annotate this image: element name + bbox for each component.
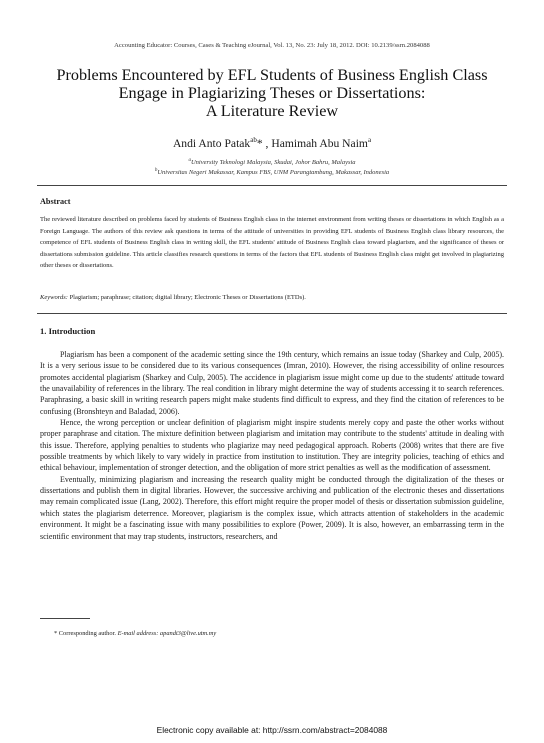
footnote-email: E-mail address: apandi3@live.utm.my: [117, 630, 217, 637]
divider-bottom: [37, 313, 507, 314]
footnote: [54, 630, 216, 637]
authors: [0, 136, 544, 150]
affiliation-a-text: University Teknologi Malaysia, Skudai, Johor Bahru, Malaysia: [190, 159, 356, 167]
journal-header: Accounting Educator: Courses, Cases & Teaching eJournal, Vol. 13, No. 23: July 18, 2012. DOI: 10.2139/ssrn.2084088: [114, 42, 430, 49]
footnote-label: * Corresponding author.: [54, 630, 116, 637]
corresponding-mark: * ,: [256, 136, 269, 150]
title-line-3: A Literature Review: [205, 102, 339, 120]
title-line-1: Problems Encountered by EFL Students of Business English Class: [56, 66, 488, 84]
paragraph-3: Eventually, minimizing plagiarism and increasing the research quality might be conducted through the digitalization of the theses or dissertations and publish them in digital libraries. However, the successive archiving and publication of the electronic theses and dissertations may remain complicated issue (Lang, 2002). Therefore, this effort might require the proper model of thesis or dissertation submission guideline, which states the plagiarism deterrence. Moreover, plagiarism is the complex issue, which attracts attention of stakeholders in the academic environment. It might be a fascinating issue with many possibilities to explore (Power, 2009). It is also, however, an embarrassing term in the scientific environment that may trap students, instructors, researchers, and: [40, 474, 504, 541]
ssrn-footer-link[interactable]: Electronic copy available at: http://ssrn.com/abstract=2084088: [156, 725, 388, 735]
keywords: [40, 294, 306, 301]
abstract-text: The reviewed literature described on problems faced by students of Business English class in the internet environment from writing theses or dissertations in which English as a Foreign Language. The authors of this review ask questions in terms of the attitude of universities in providing EFL students of Business English class library resources, the competence of EFL students of Business English class in writing skill, the EFL students' attitude of Business English class toward plagiarism, and the significance of theses or dissertations submission guideline. This article classifies research questions in terms of the factors that EFL students of Business English class might get involved in plagiarizing other theses or dissertations.: [40, 216, 504, 270]
introduction-body: [40, 349, 504, 542]
introduction-heading: 1. Introduction: [40, 326, 96, 336]
title-line-2: Engage in Plagiarizing Theses or Dissertations:: [118, 84, 426, 102]
author-1-superscript: ab: [250, 136, 257, 144]
author-1-name: Andi Anto Patak: [172, 136, 251, 150]
affiliation-b-mark: b: [154, 168, 158, 173]
divider-top: [37, 185, 507, 186]
affiliation-b-text: Universitas Negeri Makassar, Kampus FBS, UNM Parangtambung, Makassar, Indonesia: [157, 169, 390, 177]
abstract-heading: Abstract: [40, 197, 71, 206]
affiliation-b: [0, 168, 544, 176]
author-2-name: Hamimah Abu Naim: [271, 136, 368, 150]
paragraph-2: Hence, the wrong perception or unclear definition of plagiarism might inspire students merely copy and paste the other works without proper paraphrase and citation. The mixture definition between plagiarism and imitation may contribute to the students' attitude in dealing with this issue. Therefore, applying penalties to students who plagiarize may need pedagogical approach. Roberts (2008) writes that there are five possible treatments by which likely to vary widely in practice from institution to institution. They are integrity policies, teaching of ethics and ethical behaviour, implementation of stronger detection, and the obligation of more strict penalties as well as the modification of assessment.: [40, 418, 504, 473]
keywords-text: Plagiarism; paraphrase; citation; digital library; Electronic Theses or Dissertations (ETDs).: [69, 294, 306, 301]
affiliation-a: [0, 158, 544, 166]
affiliation-a-mark: a: [188, 158, 191, 163]
keywords-label: Keywords:: [40, 294, 68, 301]
paper-title: [20, 66, 524, 120]
author-2-superscript: a: [367, 136, 372, 144]
footnote-divider: [40, 618, 90, 619]
paragraph-1: Plagiarism has been a component of the academic setting since the 19th century, which remains an issue today (Sharkey and Culp, 2005). It is a very serious issue to be considered due to its various consequences (Imran, 2010). However, the rising accessibility of online resources promotes accidental plagiarism (Sharkey and Culp, 2005). The accidence in plagiarism issue might come up due to the students' attitude toward the unavailability of references in the library. The real condition in library might determine the way of students accessing it to search references. Paraphrasing, a basic skill in writing research papers might make students find difficult to express, and they find the citation of references to be confusing (Bronshteyn and Baladad, 2006).: [40, 350, 504, 416]
